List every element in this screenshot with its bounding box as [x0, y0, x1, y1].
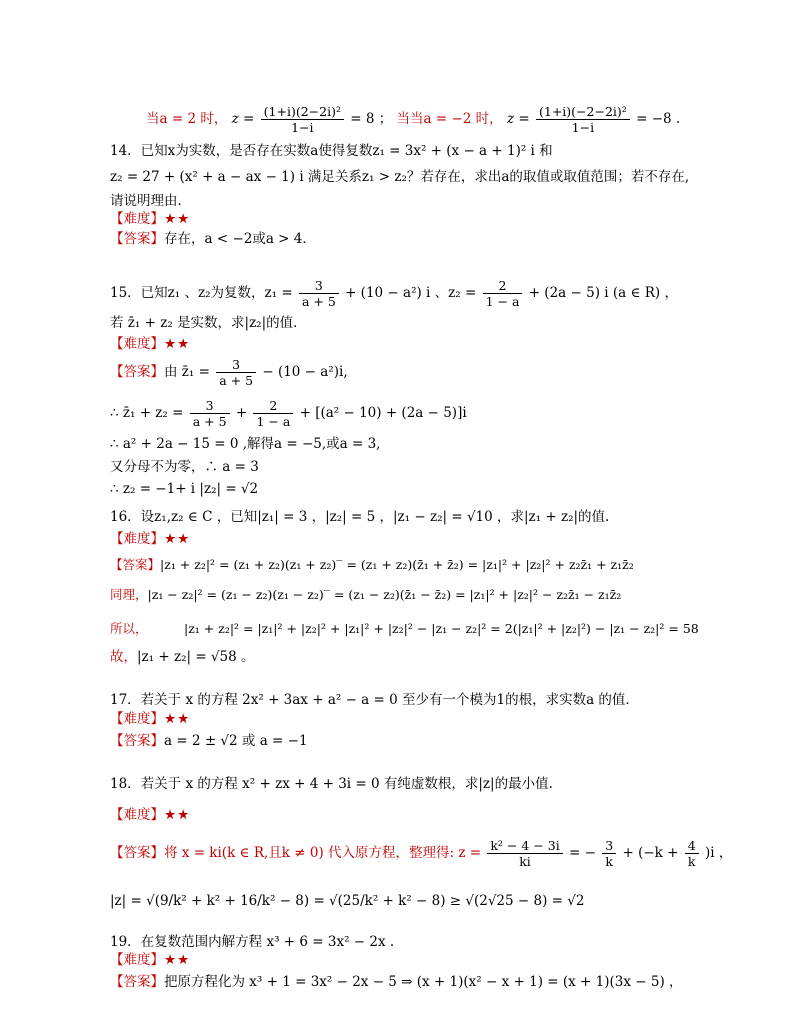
star-icon: ★★ — [164, 531, 191, 547]
q18-answer-2: |z| = √(9/k² + k² + 16/k² − 8) = √(25/k² + k² − 8) ≥ √(2√25 − 8) = √2 — [110, 893, 585, 909]
q16-line1: 16．设z₁,z₂ ∈ C ，已知|z₁| = 3 ，|z₂| = 5 ，|z₁ − z₂| = √10 ，求|z₁ + z₂|的值. — [110, 509, 610, 525]
q14-line1: 14．已知x为实数，是否存在实数a使得复数z₁ = 3x² + (x − a + 1)² i 和 — [110, 143, 553, 159]
q15-answer-3: ∴ a² + 2a − 15 = 0 ,解得a = −5,或a = 3, — [110, 436, 381, 452]
q17-difficulty: 【难度】★★ — [110, 711, 191, 727]
star-icon: ★★ — [164, 807, 191, 823]
q14-difficulty: 【难度】★★ — [110, 211, 191, 227]
q15-difficulty: 【难度】★★ — [110, 336, 191, 352]
q15-answer-4: 又分母不为零，∴ a = 3 — [110, 459, 259, 475]
q18-difficulty: 【难度】★★ — [110, 807, 191, 823]
q15-answer-2: ∴ z̄₁ + z₂ = $\frac{3}{a + 5}$ + $\frac{2}{1 - a}$ + [(a² − 10) + (2a − 5)]i — [110, 398, 467, 429]
q16-answer-4: 故，|z₁ + z₂| = √58 。 — [110, 649, 255, 665]
q16-answer-1: 【答案】|z₁ + z₂|² = (z₁ + z₂)(z₁ + z₂)‾ = (z₁ + z₂)(z̄₁ + z̄₂) = |z₁|² + |z₂|² + z₂z̄₁ + z₁z̄₂ — [110, 557, 634, 572]
q14-line3: 请说明理由． — [110, 193, 191, 209]
star-icon: ★★ — [164, 952, 191, 968]
case-a2-label: 当a = 2 时， — [146, 111, 228, 127]
q16-answer-2: 同理，|z₁ − z₂|² = (z₁ − z₂)(z₁ − z₂)‾ = (z₁ − z₂)(z̄₁ − z̄₂) = |z₁|² + |z₂|² − z₂z̄₁ − z₁z̄₂ — [110, 587, 622, 602]
star-icon: ★★ — [164, 336, 191, 352]
star-icon: ★★ — [164, 211, 191, 227]
q14-answer: 【答案】存在，a < −2或a > 4． — [110, 231, 316, 247]
q15-line2: 若 z̄₁ + z₂ 是实数，求|z₂|的值． — [110, 315, 307, 331]
q16-difficulty: 【难度】★★ — [110, 531, 191, 547]
q19-difficulty: 【难度】★★ — [110, 952, 191, 968]
case-a-neg2-label: 当当a = −2 时， — [396, 111, 503, 127]
q15-answer-1: 【答案】由 z̄₁ = $\frac{3}{a + 5}$ − (10 − a²)i, — [110, 357, 348, 388]
q14-line2: z₂ = 27 + (x² + a − ax − 1) i 满足关系z₁ > z₂？若存在，求出a的取值或取值范围；若不存在, — [110, 169, 690, 185]
fraction: $\frac{\text{(1+i)(−2−2i)²}}{1-i}$ — [536, 104, 630, 135]
q19-answer: 【答案】把原方程化为 x³ + 1 = 3x² − 2x − 5 ⇒ (x + 1)(x² − x + 1) = (x + 1)(3x − 5) ， — [110, 974, 683, 990]
q15-line1: 15．已知z₁ 、z₂为复数，z₁ = $\frac{3}{a + 5}$ + (10 − a²) i 、z₂ = $\frac{2}{1 - a}$ + (2a − 5) i (a ∈ R) ， — [110, 278, 678, 309]
q15-answer-5: ∴ z₂ = −1+ i |z₂| = √2 — [110, 481, 259, 497]
q18-line1: 18．若关于 x 的方程 x² + zx + 4 + 3i = 0 有纯虚数根，求|z|的最小值. — [110, 776, 553, 792]
q17-line1: 17．若关于 x 的方程 2x² + 3ax + a² − a = 0 至少有一个模为1的根，求实数a 的值． — [110, 692, 639, 708]
q16-answer-3: 所以， |z₁ + z₂|² = |z₁|² + |z₂|² + |z₁|² + |z₂|² − |z₁ − z₂|² = 2(|z₁|² + |z₂|²) − |z₁ − z₂|² = 58 — [110, 621, 699, 636]
star-icon: ★★ — [164, 711, 191, 727]
prev-answer-line: 当a = 2 时， z = $\frac{\text{(1+i)(2−2i)²}}{1-i}$ = 8 ； 当当a = −2 时， z = $\frac{\text{(1+i)(−2−2i)²}}{1-i}$ = −8 . — [146, 104, 681, 135]
q17-answer: 【答案】a = 2 ± √2 或 a = −1 — [110, 733, 308, 749]
fraction: $\frac{\text{(1+i)(2−2i)²}}{1-i}$ — [261, 104, 344, 135]
q19-line1: 19．在复数范围内解方程 x³ + 6 = 3x² − 2x . — [110, 934, 395, 950]
q18-answer-1: 【答案】将 x = ki(k ∈ R,且k ≠ 0) 代入原方程，整理得: z = $\frac{\text{k² − 4 − 3i}}{ki}$ = − $\frac{3}{k}$ + (−k + $\frac{4}{k}$ )i ， — [110, 838, 733, 869]
